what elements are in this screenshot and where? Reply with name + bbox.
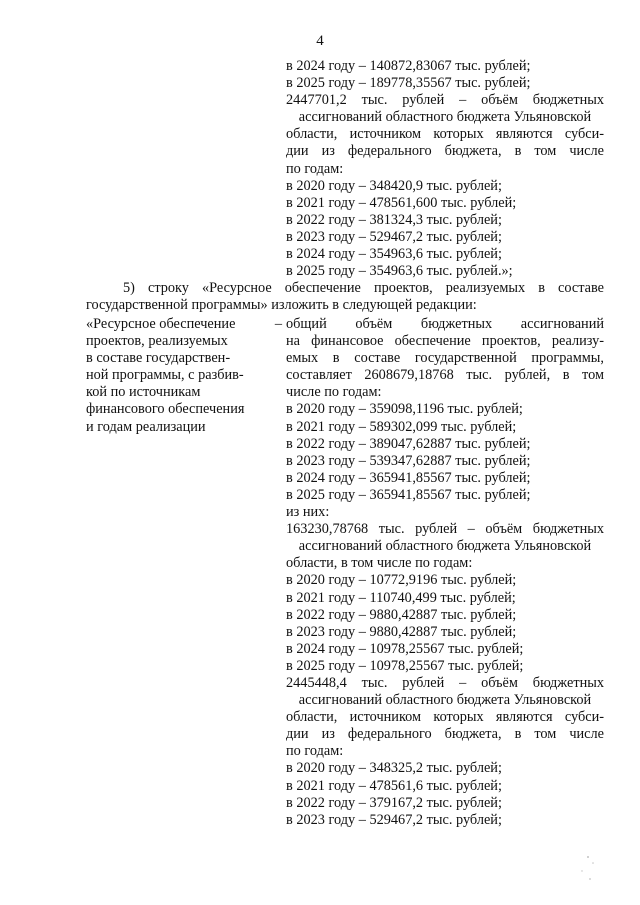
label-line: ной программы, с разбив- — [86, 367, 244, 384]
label-dash: – — [274, 316, 282, 332]
federal-para-line: 2447701,2 тыс. рублей – объём бюджетных — [286, 92, 604, 109]
label-line: и годам реализации — [86, 418, 206, 435]
of-them-label: из них: — [286, 504, 330, 521]
federal-para-line: области, источником которых являются субси- — [286, 126, 604, 143]
item-5-line: 5) строку «Ресурсное обеспечение проектов, реализуемых в составе — [123, 280, 604, 296]
regional-year-line: в 2023 году – 9880,42887 тыс. рублей; — [286, 623, 517, 640]
federal-line: дии из федерального бюджета, в том числе — [286, 726, 604, 743]
intro-line: общий объём бюджетных ассигнований — [286, 316, 604, 332]
federal-year-line: в 2022 году – 379167,2 тыс. рублей; — [286, 794, 502, 811]
year-line: в 2024 году – 140872,83067 тыс. рублей; — [286, 58, 531, 74]
resource-value-column — [286, 316, 604, 829]
regional-year-line: в 2020 году – 10772,9196 тыс. рублей; — [286, 572, 517, 589]
total-year-line: в 2023 году – 539347,62887 тыс. рублей; — [286, 452, 531, 469]
label-line: «Ресурсное обеспечение — [86, 316, 236, 332]
year-line: в 2024 году – 354963,6 тыс. рублей; — [286, 246, 502, 263]
federal-line: области, источником которых являются субси- — [286, 709, 604, 726]
federal-year-line: в 2023 году – 529467,2 тыс. рублей; — [286, 811, 502, 828]
label-line: кой по источникам — [86, 384, 201, 401]
label-line: в составе государствен- — [86, 350, 231, 367]
regional-line: ассигнований областного бюджета Ульяновской — [298, 538, 592, 555]
regional-year-line: в 2024 году – 10978,25567 тыс. рублей; — [286, 640, 524, 657]
regional-year-line: в 2021 году – 110740,499 тыс. рублей; — [286, 589, 516, 606]
intro-line: составляет 2608679,18768 тыс. рублей, в том — [286, 367, 604, 384]
resource-label-column — [86, 316, 282, 436]
federal-line: по годам: — [286, 743, 344, 760]
year-line: в 2023 году – 529467,2 тыс. рублей; — [286, 228, 502, 245]
federal-para-line: ассигнований областного бюджета Ульяновской — [298, 109, 592, 126]
intro-line: числе по годам: — [286, 384, 382, 401]
total-year-line: в 2021 году – 589302,099 тыс. рублей; — [286, 418, 517, 435]
total-year-line: в 2022 году – 389047,62887 тыс. рублей; — [286, 435, 531, 452]
item-5-paragraph — [86, 280, 604, 314]
total-year-line: в 2024 году – 365941,85567 тыс. рублей; — [286, 469, 531, 486]
label-line: проектов, реализуемых — [86, 333, 228, 350]
year-line: в 2025 году – 189778,35567 тыс. рублей; — [286, 75, 531, 92]
top-block — [286, 58, 604, 280]
federal-year-line: в 2020 году – 348325,2 тыс. рублей; — [286, 760, 502, 777]
scan-artifact — [560, 845, 600, 885]
label-line: финансового обеспечения — [86, 401, 245, 418]
total-year-line: в 2025 году – 365941,85567 тыс. рублей; — [286, 486, 531, 503]
year-line: в 2022 году – 381324,3 тыс. рублей; — [286, 211, 502, 228]
total-year-line: в 2020 году – 359098,1196 тыс. рублей; — [286, 401, 523, 418]
year-line: в 2021 году – 478561,600 тыс. рублей; — [286, 194, 517, 211]
regional-line: 163230,78768 тыс. рублей – объём бюджетных — [286, 521, 604, 538]
item-5-line: государственной программы» изложить в следующей редакции: — [86, 297, 477, 314]
federal-year-line: в 2021 году – 478561,6 тыс. рублей; — [286, 777, 502, 794]
federal-line: 2445448,4 тыс. рублей – объём бюджетных — [286, 674, 604, 691]
regional-year-line: в 2022 году – 9880,42887 тыс. рублей; — [286, 606, 517, 623]
regional-year-line: в 2025 году – 10978,25567 тыс. рублей; — [286, 657, 524, 674]
federal-para-line: дии из федерального бюджета, в том числе — [286, 143, 604, 160]
federal-line: ассигнований областного бюджета Ульяновской — [298, 692, 592, 709]
federal-para-line: по годам: — [286, 160, 344, 177]
year-line: в 2025 году – 354963,6 тыс. рублей.»; — [286, 263, 513, 280]
intro-line: на финансовое обеспечение проектов, реализу- — [286, 333, 604, 350]
year-line: в 2020 году – 348420,9 тыс. рублей; — [286, 177, 502, 194]
intro-line: емых в составе государственной программы, — [286, 350, 604, 367]
regional-line: области, в том числе по годам: — [286, 555, 473, 572]
page-number: 4 — [316, 33, 324, 49]
